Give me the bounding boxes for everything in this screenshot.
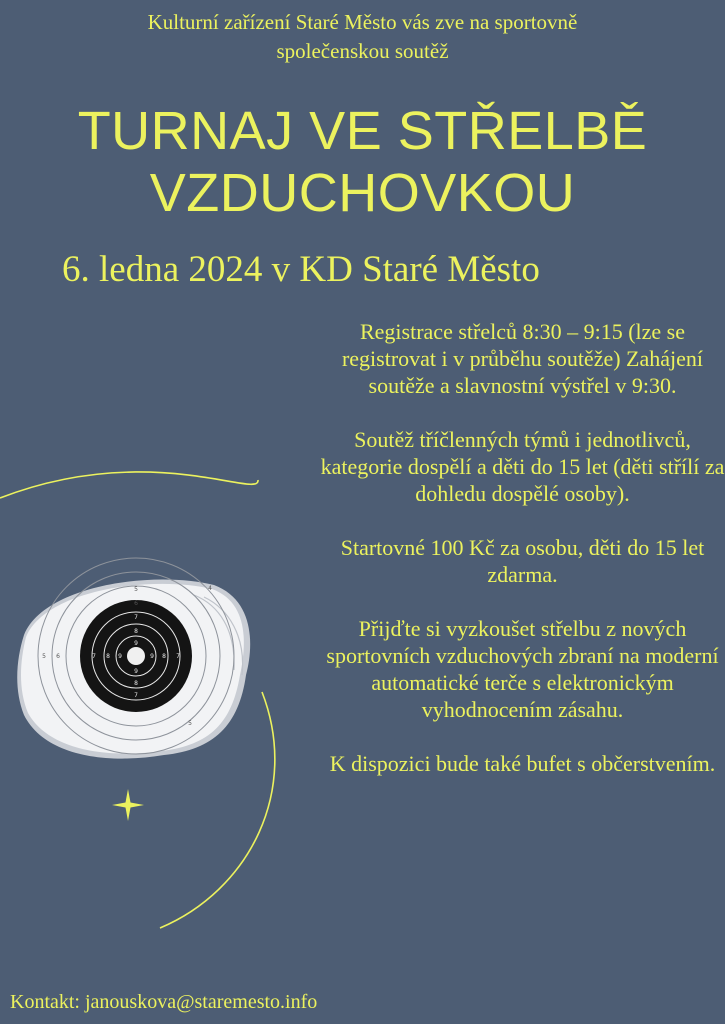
target-number: 9 [134, 668, 138, 675]
target-number: 5 [188, 720, 192, 727]
target-number: 7 [176, 653, 180, 660]
event-info [320, 318, 725, 804]
target-number: 5 [134, 586, 138, 593]
info-fee: Startovné 100 Kč za osobu, děti do 15 let zdarma. [340, 535, 705, 587]
target-number: 5 [42, 653, 46, 660]
intro-line-1: Kulturní zařízení Staré Město vás zve na sportovně [147, 10, 578, 34]
target-number: 9 [150, 653, 154, 660]
decoration-art [0, 460, 320, 940]
target-paper-image [17, 558, 250, 759]
target-number: 8 [134, 680, 138, 687]
target-number: 9 [118, 653, 122, 660]
target-number: 9 [134, 640, 138, 647]
target-number: 7 [92, 653, 96, 660]
target-number: 7 [134, 692, 138, 699]
info-categories: Soutěž tříčlenných týmů i jednotlivců, kategorie dospělí a děti do 15 let (děti střílí za dohledu dospělé osoby). [320, 427, 725, 506]
info-invite: Přijďte si vyzkoušet střelbu z nových sportovních vzduchových zbraní na moderní automatické terče s elektronickým vyhodnocením zásahu. [326, 616, 719, 722]
target-number: 6 [134, 600, 138, 607]
decorative-arc [0, 472, 258, 498]
intro-line-2: společenskou soutěž [276, 39, 449, 63]
sparkle-icon [112, 789, 144, 821]
event-date-place: 6. ledna 2024 v KD Staré Město [62, 249, 540, 290]
intro-text [0, 8, 725, 66]
target-number: 8 [134, 628, 138, 635]
title-line-2: VZDUCHOVKOU [149, 163, 576, 223]
target-number: 7 [134, 614, 138, 621]
title-line-1: TURNAJ VE STŘELBĚ [77, 101, 648, 161]
target-number: 8 [106, 653, 110, 660]
target-number: 6 [56, 653, 60, 660]
event-title [0, 100, 725, 224]
info-registration: Registrace střelců 8:30 – 9:15 (lze se registrovat i v průběhu soutěže) Zahájení soutěže a slavnostní výstřel v 9:30. [341, 319, 704, 398]
contact-info: Kontakt: janouskova@staremesto.info [10, 991, 318, 1013]
target-number: 4 [208, 585, 212, 592]
info-buffet: K dispozici bude také bufet s občerstvením. [329, 751, 716, 776]
target-number: 8 [162, 653, 166, 660]
